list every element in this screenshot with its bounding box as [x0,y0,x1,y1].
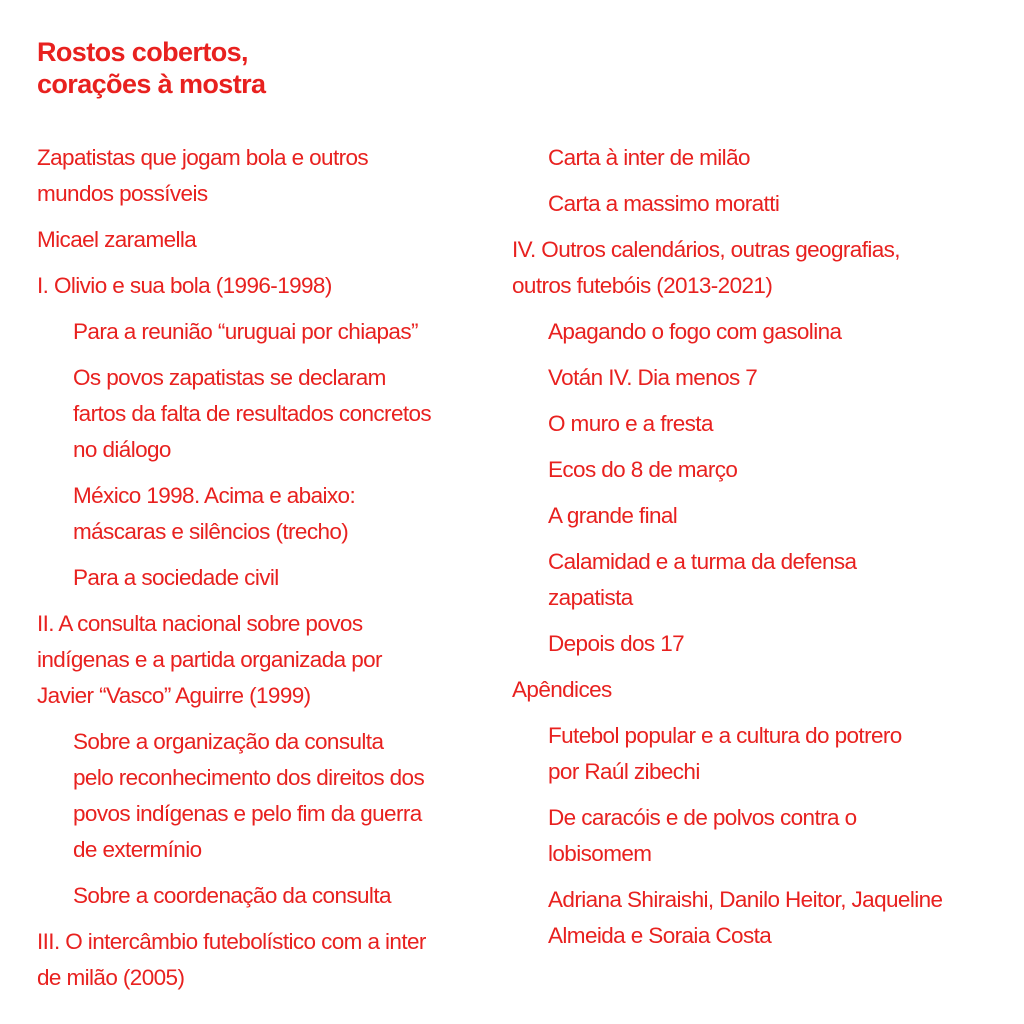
toc-line: Depois dos 17 [548,631,685,656]
toc-subentry [37,724,507,868]
toc-line: por Raúl zibechi [548,759,700,784]
toc-right-column [512,140,1017,964]
toc-subentry [512,882,1017,954]
page-title [37,36,265,100]
toc-line: De caracóis e de polvos contra o [548,805,857,830]
toc-line: Futebol popular e a cultura do potrero [548,723,902,748]
toc-line: I. Olivio e sua bola (1996-1998) [37,273,332,298]
toc-subentry [37,478,507,550]
toc-line: outros futebóis (2013-2021) [512,273,773,298]
toc-line: Javier “Vasco” Aguirre (1999) [37,683,311,708]
toc-line: Votán IV. Dia menos 7 [548,365,758,390]
toc-line: Apêndices [512,677,612,702]
toc-line: indígenas e a partida organizada por [37,647,382,672]
toc-subentry [512,544,1017,616]
toc-subentry [512,360,1017,396]
toc-line: O muro e a fresta [548,411,713,436]
toc-subentry [512,498,1017,534]
toc-line: Para a sociedade civil [73,565,279,590]
toc-section-3 [37,924,507,996]
toc-entry-intro [37,140,507,212]
toc-subentry [512,718,1017,790]
toc-line: Almeida e Soraia Costa [548,923,772,948]
toc-line: máscaras e silêncios (trecho) [73,519,349,544]
toc-line: de extermínio [73,837,202,862]
toc-line: zapatista [548,585,633,610]
toc-line: México 1998. Acima e abaixo: [73,483,356,508]
toc-subentry [37,314,507,350]
toc-line: Os povos zapatistas se declaram [73,365,386,390]
toc-line: A grande final [548,503,678,528]
toc-line: Ecos do 8 de março [548,457,738,482]
toc-line: Zapatistas que jogam bola e outros [37,145,369,170]
toc-subentry [512,314,1017,350]
toc-subentry [37,360,507,468]
title-line-2: corações à mostra [37,69,266,99]
toc-line: Sobre a organização da consulta [73,729,384,754]
toc-line: Carta à inter de milão [548,145,750,170]
toc-section-2 [37,606,507,714]
toc-line: Calamidad e a turma da defensa [548,549,857,574]
toc-subentry [512,800,1017,872]
toc-line: Sobre a coordenação da consulta [73,883,391,908]
toc-line: lobisomem [548,841,652,866]
toc-line: fartos da falta de resultados concretos [73,401,432,426]
toc-line: Para a reunião “uruguai por chiapas” [73,319,418,344]
toc-subentry [512,406,1017,442]
toc-line: Adriana Shiraishi, Danilo Heitor, Jaqueline [548,887,943,912]
toc-left-column [37,140,507,1006]
toc-entry-author [37,222,507,258]
toc-section-4 [512,232,1017,304]
toc-line: II. A consulta nacional sobre povos [37,611,363,636]
toc-line: no diálogo [73,437,171,462]
toc-subentry [512,186,1017,222]
toc-line: mundos possíveis [37,181,208,206]
toc-subentry [512,626,1017,662]
toc-line: Apagando o fogo com gasolina [548,319,842,344]
toc-line: povos indígenas e pelo fim da guerra [73,801,422,826]
toc-line: de milão (2005) [37,965,185,990]
toc-line: IV. Outros calendários, outras geografias, [512,237,900,262]
toc-line: Micael zaramella [37,227,197,252]
toc-subentry [512,452,1017,488]
toc-line: Carta a massimo moratti [548,191,780,216]
toc-section-appendices [512,672,1017,708]
title-line-1: Rostos cobertos, [37,37,248,67]
toc-subentry [37,878,507,914]
toc-line: pelo reconhecimento dos direitos dos [73,765,425,790]
toc-section-1 [37,268,507,304]
toc-line: III. O intercâmbio futebolístico com a inter [37,929,426,954]
toc-subentry [37,560,507,596]
toc-subentry [512,140,1017,176]
